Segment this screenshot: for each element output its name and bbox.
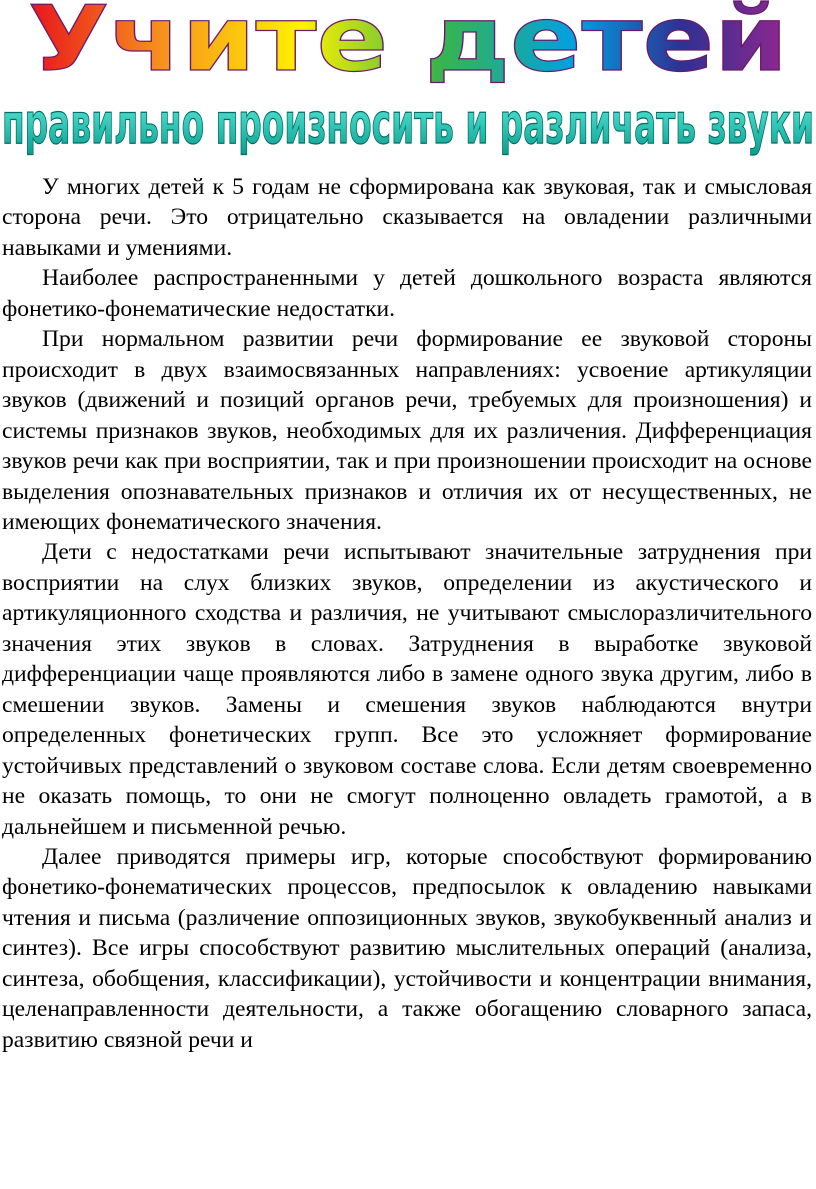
paragraph: Наиболее распространенными у детей дошкольного возраста являются фонетико-фонематические недостатки.	[2, 265, 812, 322]
article-body	[2, 172, 812, 1055]
paragraph: Далее приводятся примеры игр, которые способствуют формированию фонетико-фонематических процессов, предпосылок к овладению навыками чтения и письма (различение оппозиционных звуков, звукобуквенный анализ и синтез). Все игры способствуют развитию мыслительных операций (анализа, синтеза, обобщения, классификации), устойчивости и концентрации внимания, целенаправленности деятельности, а также обогащению словарного запаса, развитию связной речи и	[2, 843, 812, 1053]
paragraph: Дети с недостатками речи испытывают значительные затруднения при восприятии на слух близких звуков, определении из акустического и артикуляционного сходства и различия, не учитывают смыслоразличительного значения этих звуков в словах. Затруднения в выработке звуковой дифференциации чаще проявляются либо в замене одного звука другим, либо в смешении звуков. Замены и смешения звуков наблюдаются внутри определенных фонетических групп. Все это усложняет формирование устойчивых представлений о звуковом составе слова. Если детям своевременно не оказать помощь, то они не смогут полноценно овладеть грамотой, а в дальнейшем и письменной речью.	[2, 539, 812, 840]
paragraph: При нормальном развитии речи формирование ее звуковой стороны происходит в двух взаимосвязанных направлениях: усвоение артикуляции звуков (движений и позиций органов речи, требуемых для произношения) и системы признаков звуков, необходимых для их различения. Дифференциация звуков речи как при восприятии, так и при произношении происходит на основе выделения опознавательных признаков и отличия их от несущественных, не имеющих фонематического значения.	[2, 326, 812, 535]
title-line-2: правильно произносить и различать звуки	[2, 92, 814, 157]
paragraph: У многих детей к 5 годам не сформирована как звуковая, так и смысловая сторона речи. Это отрицательно сказывается на овладении различными навыками и умениями.	[2, 174, 812, 261]
title-line-1: Учите детей	[28, 0, 788, 92]
title-banner	[0, 0, 816, 165]
